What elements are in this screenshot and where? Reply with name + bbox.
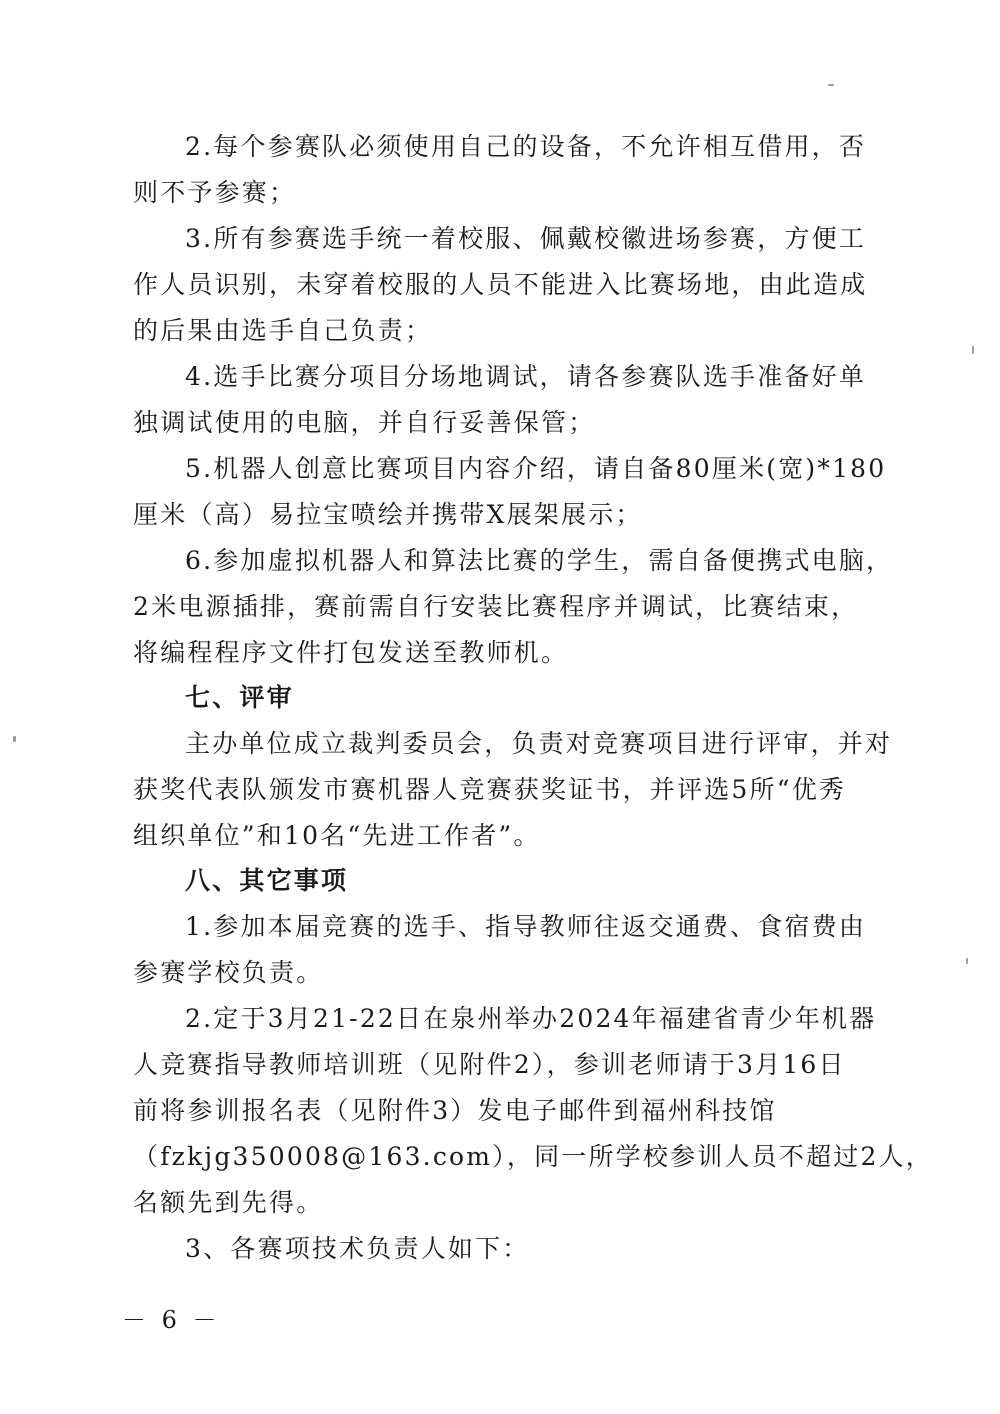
paragraph-other-2-line-2: 人竞赛指导教师培训班（见附件2），参训老师请于3月16日 [133,1050,846,1079]
scan-speck [13,736,16,742]
paragraph-rule-6-line-1: 6.参加虚拟机器人和算法比赛的学生，需自备便携式电脑， [185,546,894,575]
scan-speck [972,346,974,354]
section-heading-review: 七、评审 [185,683,294,712]
paragraph-other-2-line-5: 名额先到先得。 [133,1188,324,1217]
paragraph-rule-3-line-3: 的后果由选手自己负责； [133,316,433,345]
paragraph-rule-4-line-1: 4.选手比赛分项目分场地调试，请各参赛队选手准备好单 [185,362,867,391]
paragraph-rule-5-line-2: 厘米（高）易拉宝喷绘并携带X展架展示； [133,500,643,529]
paragraph-rule-3-line-2: 作人员识别，未穿着校服的人员不能进入比赛场地，由此造成 [133,270,868,299]
paragraph-rule-2-line-1: 2.每个参赛队必须使用自己的设备，不允许相互借用，否 [185,132,867,161]
scan-speck [966,958,968,964]
paragraph-other-1-line-2: 参赛学校负责。 [133,958,324,987]
paragraph-rule-5-line-1: 5.机器人创意比赛项目内容介绍，请自备80厘米(宽)*180 [185,454,887,483]
paragraph-review-line-2: 获奖代表队颁发市赛机器人竞赛获奖证书，并评选5所“优秀 [133,775,847,804]
paragraph-rule-2-line-2: 则不予参赛； [133,178,297,207]
paragraph-other-2-line-3: 前将参训报名表（见附件3）发电子邮件到福州科技馆 [133,1096,777,1125]
paragraph-other-2-line-1: 2.定于3月21-22日在泉州举办2024年福建省青少年机器 [185,1004,877,1033]
paragraph-other-1-line-1: 1.参加本届竞赛的选手、指导教师往返交通费、食宿费由 [185,912,867,941]
paragraph-other-2-line-4: （fzkjg350008@163.com），同一所学校参训人员不超过2人， [133,1142,933,1171]
paragraph-other-3-line-1: 3、各赛项技术负责人如下： [185,1234,530,1263]
paragraph-rule-6-line-3: 将编程程序文件打包发送至教师机。 [133,638,569,667]
paragraph-rule-3-line-1: 3.所有参赛选手统一着校服、佩戴校徽进场参赛，方便工 [185,224,867,253]
page-number: － 6 － [122,1306,221,1334]
paragraph-review-line-1: 主办单位成立裁判委员会，负责对竞赛项目进行评审，并对 [185,729,893,758]
paragraph-rule-6-line-2: 2米电源插排，赛前需自行安装比赛程序并调试，比赛结束， [133,592,859,621]
section-heading-other-matters: 八、其它事项 [185,866,349,895]
scan-speck [828,84,834,86]
paragraph-review-line-3: 组织单位”和10名“先进工作者”。 [133,821,541,850]
paragraph-rule-4-line-2: 独调试使用的电脑，并自行妥善保管； [133,408,596,437]
